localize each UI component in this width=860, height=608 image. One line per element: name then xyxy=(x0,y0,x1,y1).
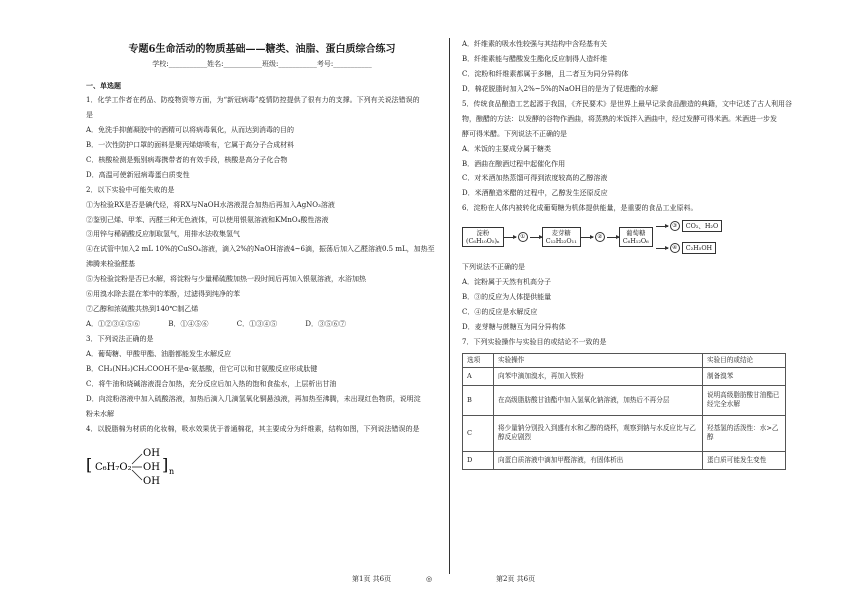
bond-top xyxy=(132,454,142,464)
table-cell: D xyxy=(463,451,494,469)
binding-mark: ◎ xyxy=(426,575,433,583)
left-page xyxy=(86,40,438,570)
table-header-cell: 选项 xyxy=(463,353,494,367)
q2-options xyxy=(86,320,346,329)
table-row xyxy=(463,451,786,469)
arrow-icon xyxy=(656,248,668,249)
table-cell: 将少量钠分别投入到盛有水和乙醇的烧杯，观察到钠与水反应比与乙醇反应剧烈 xyxy=(494,415,703,451)
question-line: 1．化学工作者在药品、防疫物资等方面，为“新冠病毒”疫情防控提供了很有力的支撑。下列有关说法错误的 xyxy=(86,96,420,104)
oh-top: OH xyxy=(143,447,160,459)
q2-option-a: A．①②③④⑤⑥ xyxy=(86,320,141,329)
right-question-lines-2 xyxy=(462,263,786,346)
question-line: C．④的反应是水解反应 xyxy=(462,308,538,317)
question-line: A．米饭的主要成分属于糖类 xyxy=(462,144,552,153)
q2-option-c: C．①③④⑤ xyxy=(236,320,278,329)
table-row xyxy=(463,415,786,451)
right-question-lines xyxy=(462,40,792,213)
page-number-right: 第2页 共6页 xyxy=(496,575,536,583)
question-line: 沸腾来检验醛基 xyxy=(86,260,135,269)
table-cell: 说明高级脂肪酸甘油酯已经完全水解 xyxy=(703,385,786,415)
flow-products xyxy=(656,220,722,254)
arrow-icon xyxy=(581,237,593,238)
table-cell: C xyxy=(463,415,494,451)
left-question-lines xyxy=(86,96,438,314)
arrow-icon xyxy=(607,237,619,238)
question-line: C．核酸检测是甄别病毒携带者的有效手段，核酸是高分子化合物 xyxy=(86,155,288,164)
question-line: B．纤维素能与醋酸发生酯化反应制得人造纤维 xyxy=(462,54,608,63)
page-divider xyxy=(449,38,450,574)
step-4-label: ④ xyxy=(670,243,680,253)
polymer-n: n xyxy=(169,466,175,476)
question-line: 4．以脱脂棉为材质的化妆棉，吸水效果优于普通棉花，其主要成分为纤维素，结构如图，下列说法错误的是 xyxy=(86,424,420,433)
q2-option-b: B．①④⑤⑥ xyxy=(168,320,209,329)
question-line: 2．以下实验中可能失败的是 xyxy=(86,185,175,194)
right-bracket: ] xyxy=(162,454,169,474)
flow-box-glucose: 葡萄糖 C₆H₁₂O₆ xyxy=(619,227,653,247)
table-cell: 向蛋白质溶液中滴加甲醛溶液，有固体析出 xyxy=(494,451,703,469)
question-line: 3．下列说法正确的是 xyxy=(86,335,154,343)
oh-middle: OH xyxy=(143,461,160,473)
question-line: D．麦芽糖与蔗糖互为同分异构体 xyxy=(462,323,566,331)
cellulose-structure-formula xyxy=(86,440,438,490)
table-cell: 羟基氢的活泼性：水>乙醇 xyxy=(703,415,786,451)
table-header-cell: 实验目的或结论 xyxy=(703,353,786,367)
question-line: 是 xyxy=(86,110,93,119)
question-line: ⑤为检验淀粉是否已水解，将淀粉与少量稀硫酸加热一段时间后再加入银氨溶液，水浴加热 xyxy=(86,275,366,284)
table-cell: 蛋白质可能发生变性 xyxy=(703,451,786,469)
question-line: ①为检验RX是否是碘代烃，将RX与NaOH水溶液混合加热后再加入AgNO₃溶液 xyxy=(86,200,335,209)
step-2-label: ② xyxy=(595,232,605,242)
question-line: D．米酒酿造米醋的过程中，乙醇发生还原反应 xyxy=(462,189,608,198)
question-line: 物，酿醋的方法：以发酵的谷物作酒曲，将蒸熟的米饭拌入酒曲中，经过发酵可得米酒。米酒进一步发 xyxy=(462,114,777,123)
table-cell: A xyxy=(463,367,494,385)
question-line: 粉未水解 xyxy=(86,409,114,418)
q7-table xyxy=(462,353,786,470)
question-line: D．高温可使新冠病毒蛋白质变性 xyxy=(86,170,190,179)
question-line: ④在试管中加入2 mL 10%的CuSO₄溶液，滴入2%的NaOH溶液4~6滴，振荡后加入乙醛溶液0.5 mL，加热至 xyxy=(86,245,435,254)
question-line: B．CH₃(NH₂)CH₂COOH不是α-氨基酸，但它可以和甘氨酸反应形成肽键 xyxy=(86,364,318,373)
question-line: B．酒曲在酿酒过程中起催化作用 xyxy=(462,159,566,168)
formula-core: C₆H₇O₂ xyxy=(95,461,132,473)
arrow-icon xyxy=(504,237,516,238)
starch-conversion-flowchart xyxy=(462,219,786,255)
question-line: A．葡萄糖、甲酸甲酯、油脂都能发生水解反应 xyxy=(86,349,232,358)
question-line: 7．下列实验操作与实验目的或结论不一致的是 xyxy=(462,337,607,346)
question-line: D．向淀粉溶液中加入硫酸溶液，加热后滴入几滴氢氧化铜悬浊液，再加热至沸腾，未出现红色物质，说明淀 xyxy=(86,394,421,403)
question-line: A．纤维素的吸水性较强与其结构中含羟基有关 xyxy=(462,40,608,48)
question-line: 5．传统食品酿造工艺起源于我国，《齐民要术》是世界上最早记录食品酿造的典籍，文中记述了古人利用谷 xyxy=(462,99,792,108)
question-line: B．一次性防护口罩的面料是聚丙烯熔喷布，它属于高分子合成材料 xyxy=(86,140,295,149)
flow-box-ethanol: C₂H₅OH xyxy=(682,242,716,254)
table-header-cell: 实验操作 xyxy=(494,353,703,367)
question-line: A．免洗手抑菌凝胶中的酒精可以将病毒氧化，从而达到消毒的目的 xyxy=(86,125,295,134)
table-row xyxy=(463,367,786,385)
cellulose-structure-svg xyxy=(86,440,206,490)
right-page xyxy=(462,40,792,570)
question-line: C．对米酒加热蒸馏可得到浓度较高的乙醇溶液 xyxy=(462,174,608,183)
page-number-left: 第1页 共6页 xyxy=(352,575,392,583)
question-line: ⑥用溴水除去混在苯中的苯酚，过滤得到纯净的苯 xyxy=(86,290,240,299)
table-header-row xyxy=(463,353,786,367)
question-line: 6．淀粉在人体内被转化成葡萄糖为机体提供能量，是重要的食品工业原料。 xyxy=(462,204,698,213)
question-line: ②鉴别己烯、甲苯、丙醛三种无色液体，可以使用银氨溶液和KMnO₄酸性溶液 xyxy=(86,215,329,224)
arrow-icon xyxy=(656,226,668,227)
flow-box-starch: 淀粉 (C₆H₁₀O₅)ₙ xyxy=(462,227,504,247)
step-3-label: ③ xyxy=(670,221,680,231)
flow-box-co2-h2o: CO₂、H₂O xyxy=(682,220,722,232)
section-heading: 一、单选题 xyxy=(86,81,121,91)
table-cell: 在高级脂肪酸甘油酯中加入氢氧化钠溶液，加热后不再分层 xyxy=(494,385,703,415)
table-cell: 制备溴苯 xyxy=(703,367,786,385)
page-title: 专题6生命活动的物质基础——糖类、油脂、蛋白质综合练习 xyxy=(128,44,396,55)
bond-bottom xyxy=(132,470,142,480)
question-line: B．③的反应为人体提供能量 xyxy=(462,293,552,302)
table-row xyxy=(463,385,786,415)
left-question-lines-2 xyxy=(86,335,438,433)
student-info-line: 学校:___________姓名:___________班级:___________考号:___________ xyxy=(152,59,372,68)
question-line: C．将牛油和烧碱溶液混合加热，充分反应后加入热的饱和食盐水，上层析出甘油 xyxy=(86,379,337,388)
table-cell: B xyxy=(463,385,494,415)
q2-option-d: D．③⑤⑥⑦ xyxy=(305,320,346,329)
question-line: A．淀粉属于天然有机高分子 xyxy=(462,278,552,287)
question-line: ⑦乙醇和浓硫酸共热到140℃制乙烯 xyxy=(86,305,199,314)
question-line: 下列说法不正确的是 xyxy=(462,263,525,272)
left-bracket: [ xyxy=(86,454,93,474)
question-line: D．棉花脱脂时加入2%~5%的NaOH目的是为了促进酯的水解 xyxy=(462,84,658,93)
question-line: C．淀粉和纤维素都属于多糖，且二者互为同分异构体 xyxy=(462,69,629,78)
step-1-label: ① xyxy=(518,232,528,242)
oh-bottom: OH xyxy=(143,475,160,487)
question-line: 酵可得米醋。下列说法不正确的是 xyxy=(462,129,567,138)
flow-box-maltose: 麦芽糖 C₁₂H₂₂O₁₁ xyxy=(542,227,581,247)
table-cell: 向苯中滴加溴水，再加入铁粉 xyxy=(494,367,703,385)
arrow-icon xyxy=(530,237,542,238)
question-line: ③用锌与稀硝酸反应制取氢气，用排水法收集氢气 xyxy=(86,230,240,239)
